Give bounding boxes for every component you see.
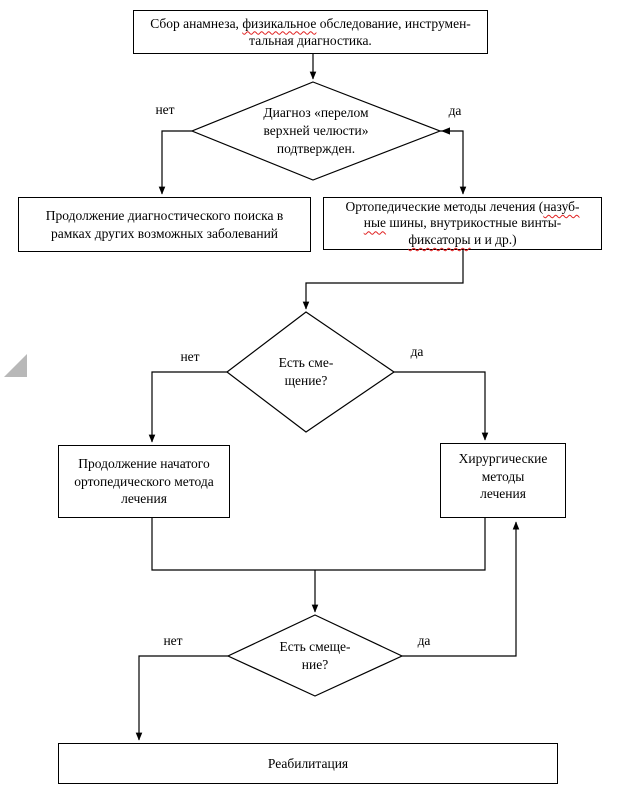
back-arrowhead-at-diagnosis-right-vertex [441, 127, 450, 134]
text-line: Реабилитация [267, 755, 349, 771]
misspelled-word: фиксаторы [408, 231, 471, 247]
edge-label-no-3: нет [163, 633, 183, 648]
edge-diagnosis-no [162, 131, 192, 194]
text-line: подтвержден. [276, 141, 356, 156]
text-segment: Ортопедические методы лечения ( [345, 198, 544, 214]
text-line: щение? [284, 373, 328, 388]
edge-displacement-1-yes [394, 372, 485, 440]
misspelled-word: физикальное [242, 15, 317, 31]
text-line: Есть сме- [278, 355, 334, 370]
text-segment: шины, внутрикостные винты- [386, 215, 562, 231]
process-box-intake [133, 10, 488, 54]
text-segment: Сбор анамнеза, [150, 15, 243, 31]
text-line: лечения [121, 491, 167, 507]
text-line: ние? [301, 657, 329, 672]
decision-displacement-2-text [255, 638, 375, 674]
text-line [150, 15, 471, 33]
text-line: тальная диагностика. [249, 33, 372, 48]
text-line: методы [481, 468, 525, 484]
process-box-continue-orthopedic [58, 445, 230, 518]
text-line: Есть смеще- [279, 639, 351, 654]
text-line: лечения [480, 486, 526, 501]
text-line: верхней челюсти» [263, 123, 369, 138]
text-line [408, 232, 516, 249]
text-line: ортопедического метода [74, 473, 214, 489]
edge-label-no-2: нет [180, 349, 200, 364]
text-line: Хирургические [458, 451, 548, 466]
edge-label-yes-1: да [448, 103, 462, 118]
edge-label-no-1: нет [155, 102, 175, 117]
misspelled-word: назуб- [543, 198, 580, 214]
process-box-rehabilitation [58, 743, 558, 784]
process-box-surgical-treatment [440, 443, 566, 518]
edge-orthopedic-to-displacement-1 [306, 250, 463, 309]
edge-merge-connector [152, 518, 485, 570]
text-segment: и и др.) [470, 231, 517, 247]
text-line [364, 215, 562, 232]
text-line [345, 199, 579, 216]
process-box-orthopedic-treatment [323, 197, 602, 250]
resize-handle-artifact [4, 354, 27, 377]
text-line: Продолжение начатого [78, 456, 210, 472]
process-box-continue-diagnostic-search [18, 197, 311, 252]
text-line: Диагноз «перелом [263, 105, 369, 120]
text-segment: обследование, инструмен- [316, 15, 471, 31]
edge-displacement-1-no [152, 372, 227, 442]
decision-displacement-1-text [256, 354, 356, 390]
edge-diagnosis-yes [440, 131, 463, 194]
decision-diagnosis-text [241, 104, 391, 158]
misspelled-word: ные [363, 215, 387, 231]
edge-displacement-2-no [139, 656, 228, 740]
edge-label-yes-3: да [417, 633, 431, 648]
edge-label-yes-2: да [410, 344, 424, 359]
text-line: рамках других возможных заболеваний [50, 225, 279, 241]
text-line: Продолжение диагностического поиска в [45, 208, 284, 223]
